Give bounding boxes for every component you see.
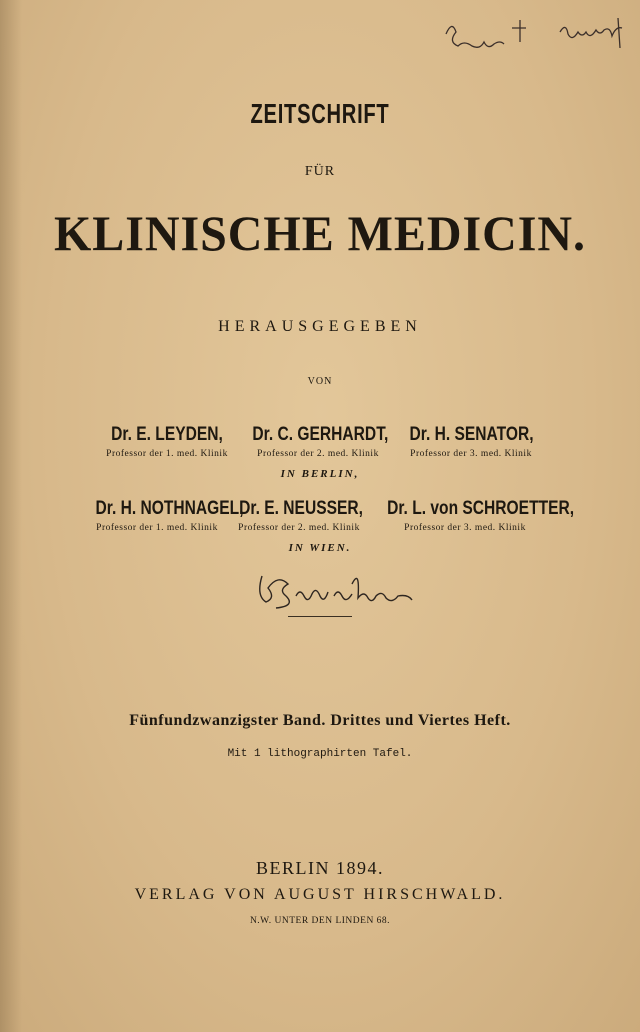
plates-info: Mit 1 lithographirten Tafel. xyxy=(227,748,413,760)
editor-name: Dr. E. LEYDEN, xyxy=(111,424,223,445)
editor-role: Professor der 1. med. Klinik xyxy=(96,523,218,533)
editor-name: Dr. C. GERHARDT, xyxy=(252,424,389,445)
editor-role: Professor der 3. med. Klinik xyxy=(404,523,526,533)
by-label: VON xyxy=(307,376,333,387)
editor-role: Professor der 3. med. Klinik xyxy=(410,449,532,459)
journal-title-line2: KLINISCHE MEDICIN. xyxy=(53,205,587,261)
journal-title-for: FÜR xyxy=(304,164,336,179)
editor-senator xyxy=(396,424,546,459)
berlin-city: IN BERLIN, xyxy=(280,468,360,480)
place-year: BERLIN 1894. xyxy=(256,858,384,878)
editor-leyden xyxy=(92,424,242,459)
vienna-city: IN WIEN. xyxy=(288,542,352,554)
handwritten-signature xyxy=(254,566,424,610)
divider-rule xyxy=(288,616,352,617)
publisher: VERLAG VON AUGUST HIRSCHWALD. xyxy=(134,886,506,903)
editor-neusser xyxy=(226,498,372,533)
editors-intro: HERAUSGEGEBEN xyxy=(218,318,422,335)
editor-gerhardt xyxy=(238,424,398,459)
volume-info: Fünfundzwanzigster Band. Drittes und Viertes Heft. xyxy=(129,712,511,729)
editor-schroetter xyxy=(370,498,575,533)
editor-role: Professor der 2. med. Klinik xyxy=(257,449,379,459)
handwritten-annotation xyxy=(440,14,636,60)
editor-name: Dr. H. SENATOR, xyxy=(409,424,534,445)
journal-title-line1: ZEITSCHRIFT xyxy=(250,98,390,129)
publisher-address: N.W. UNTER DEN LINDEN 68. xyxy=(249,916,391,926)
editor-name: Dr. E. NEUSSER, xyxy=(239,498,363,519)
editor-nothnagel xyxy=(82,498,244,533)
editor-name: Dr. H. NOTHNAGEL, xyxy=(95,498,244,519)
editor-role: Professor der 2. med. Klinik xyxy=(238,523,360,533)
editor-name: Dr. L. von SCHROETTER, xyxy=(387,498,575,519)
editor-role: Professor der 1. med. Klinik xyxy=(106,449,228,459)
